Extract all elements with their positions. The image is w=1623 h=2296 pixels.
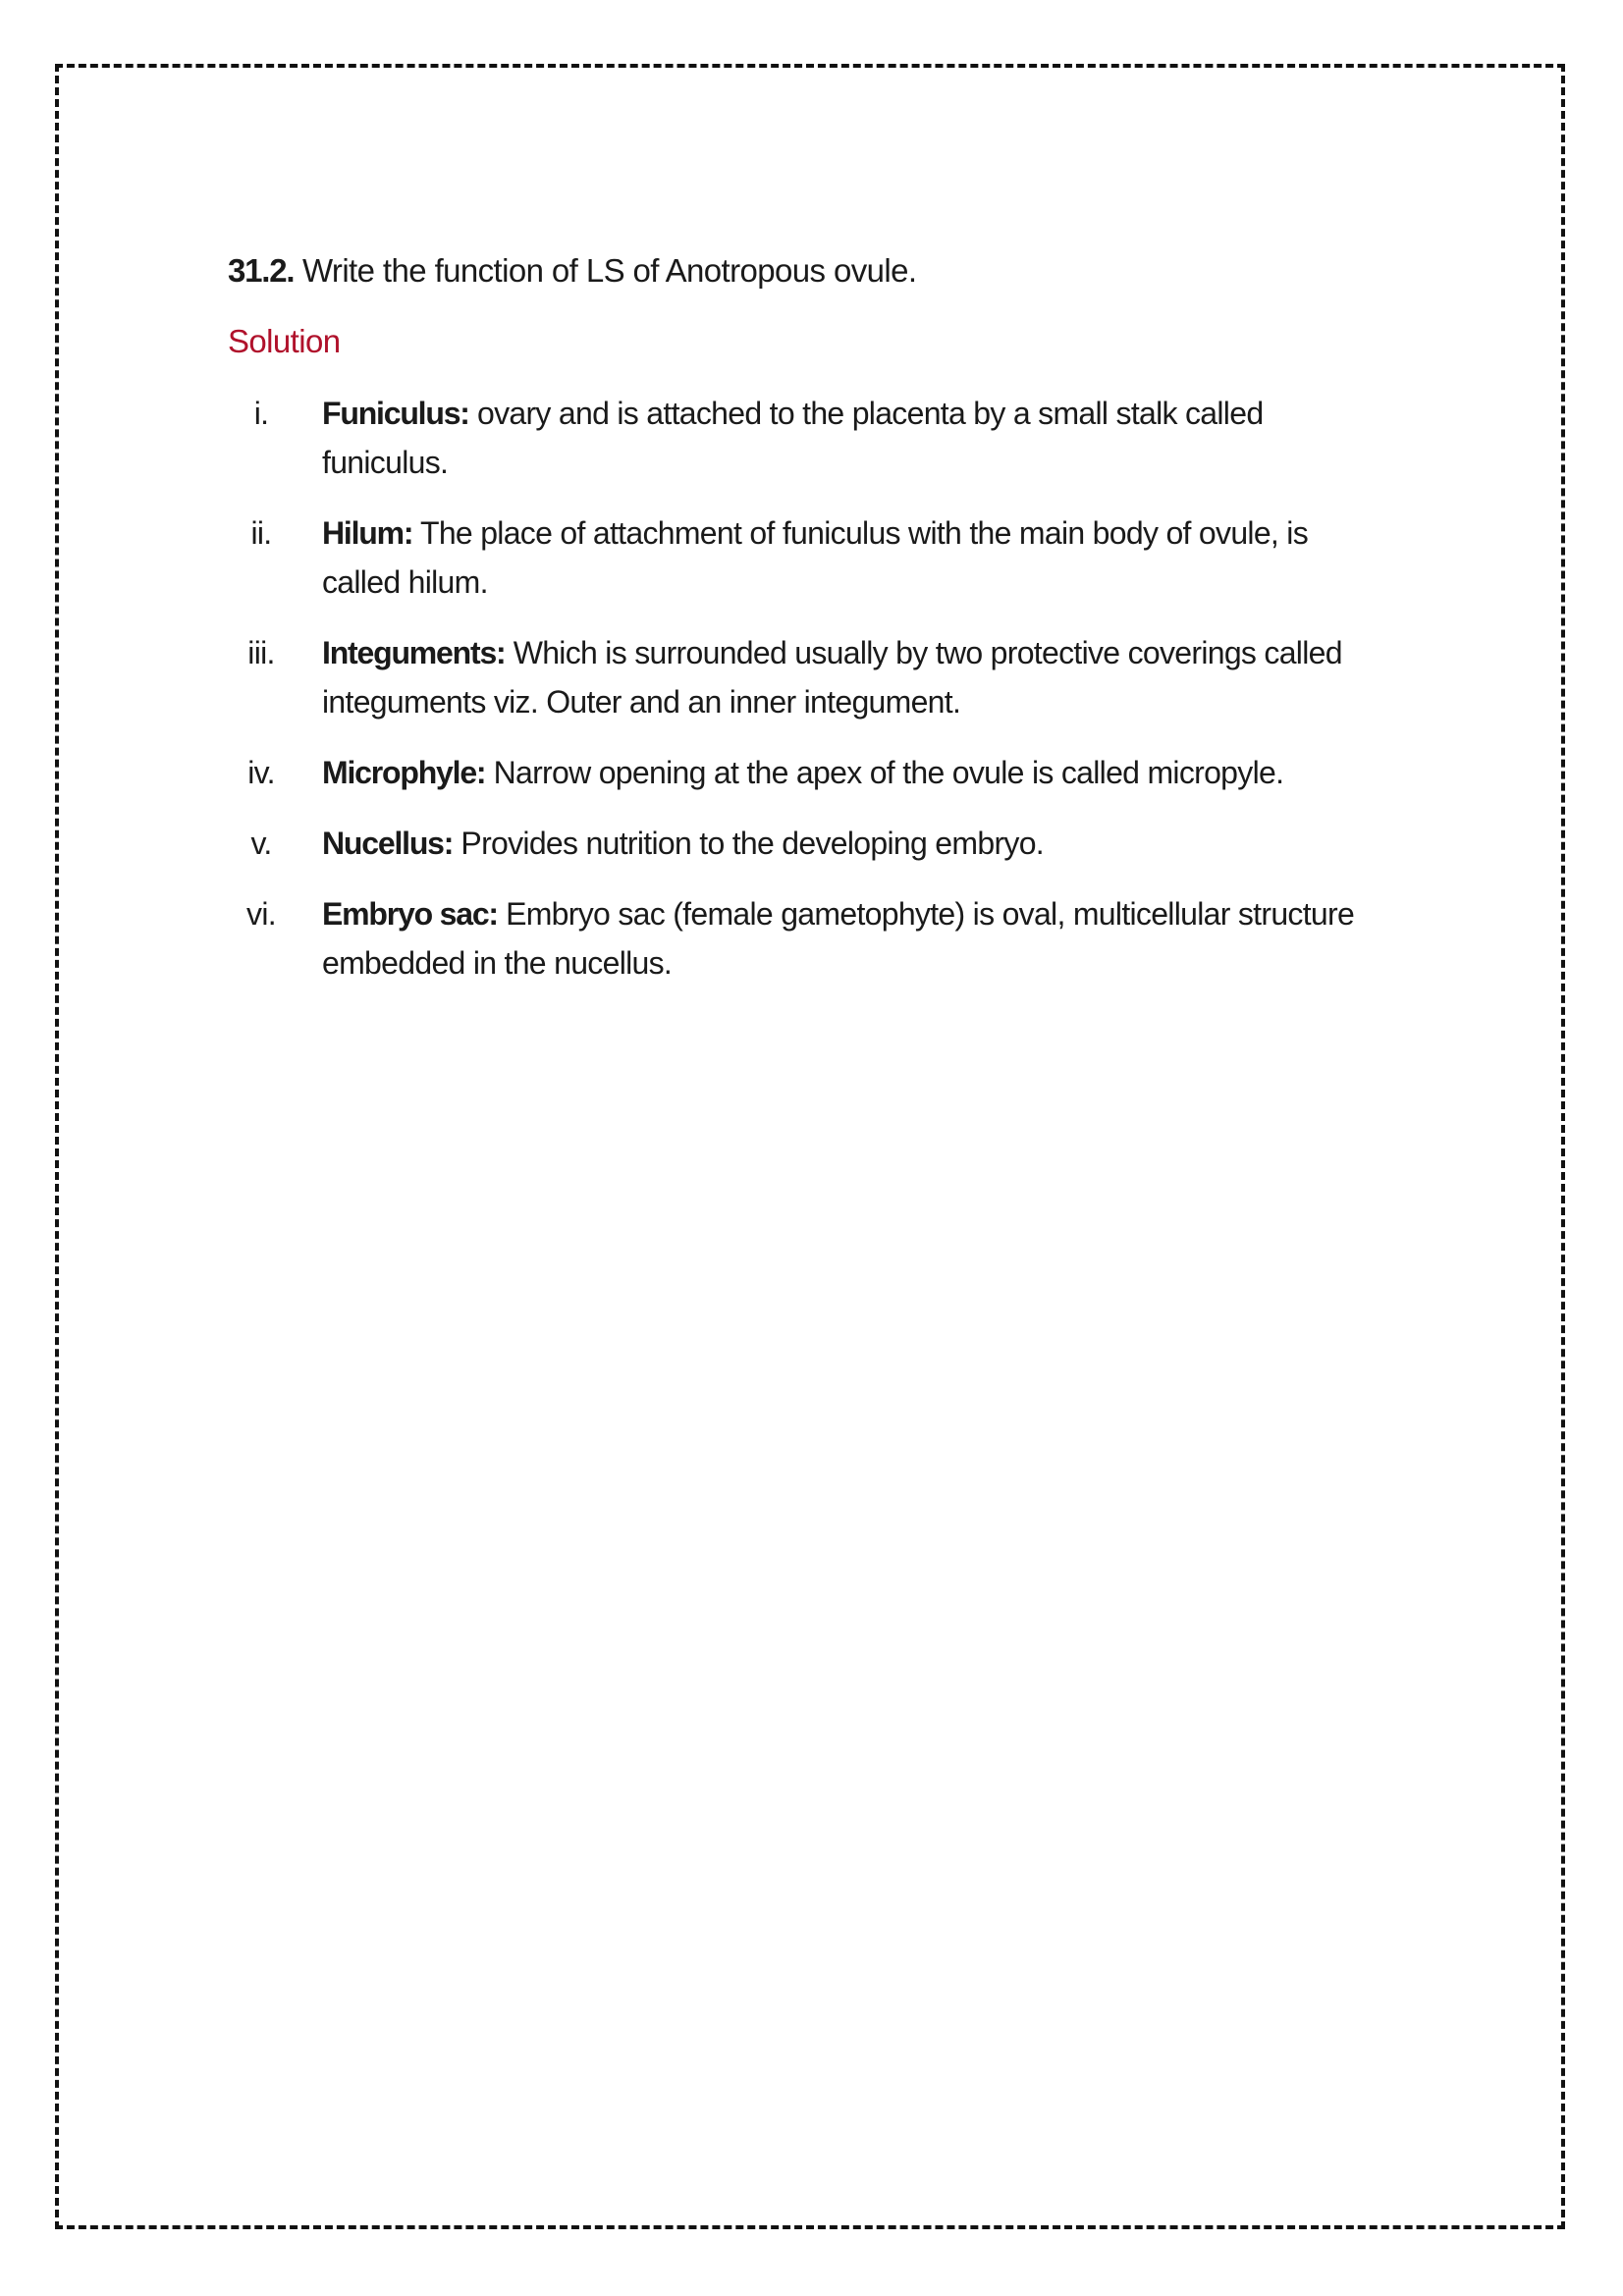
item-numeral: vi. [246, 896, 276, 932]
item-body [322, 889, 1386, 988]
item-numeral: ii. [250, 515, 272, 551]
list-item [228, 819, 1386, 868]
item-body [322, 508, 1386, 607]
item-text: Embryo sac (female gametophyte) is oval, multicellular structure embedded in the nucellus. [322, 896, 1355, 981]
item-term: Funiculus: [322, 396, 469, 431]
item-text: ovary and is attached to the placenta by a small stalk called funiculus. [322, 396, 1264, 480]
item-term: Embryo sac: [322, 896, 498, 932]
item-body [322, 748, 1386, 797]
list-item [228, 508, 1386, 607]
item-text: Provides nutrition to the developing embryo. [453, 826, 1044, 861]
item-text: Which is surrounded usually by two protective coverings called integuments viz. Outer and an inner integument. [322, 635, 1342, 720]
solution-heading: Solution [228, 323, 341, 359]
item-text: The place of attachment of funiculus with the main body of ovule, is called hilum. [322, 515, 1309, 600]
list-item [228, 748, 1386, 797]
item-numeral: iii. [247, 635, 275, 670]
item-body [322, 389, 1386, 487]
item-term: Integuments: [322, 635, 506, 670]
item-text: Narrow opening at the apex of the ovule is called micropyle. [485, 755, 1284, 790]
question-text: Write the function of LS of Anotropous ovule. [294, 252, 917, 289]
document-content [228, 247, 1386, 1009]
question [228, 247, 1386, 294]
solution-list [228, 389, 1386, 988]
question-number: 31.2. [228, 252, 295, 289]
list-item [228, 628, 1386, 726]
item-body [322, 628, 1386, 726]
item-term: Nucellus: [322, 826, 454, 861]
item-term: Hilum: [322, 515, 413, 551]
list-item [228, 889, 1386, 988]
item-term: Microphyle: [322, 755, 486, 790]
item-body [322, 819, 1386, 868]
item-numeral: v. [250, 826, 272, 861]
item-numeral: i. [253, 396, 269, 431]
item-numeral: iv. [247, 755, 275, 790]
list-item [228, 389, 1386, 487]
